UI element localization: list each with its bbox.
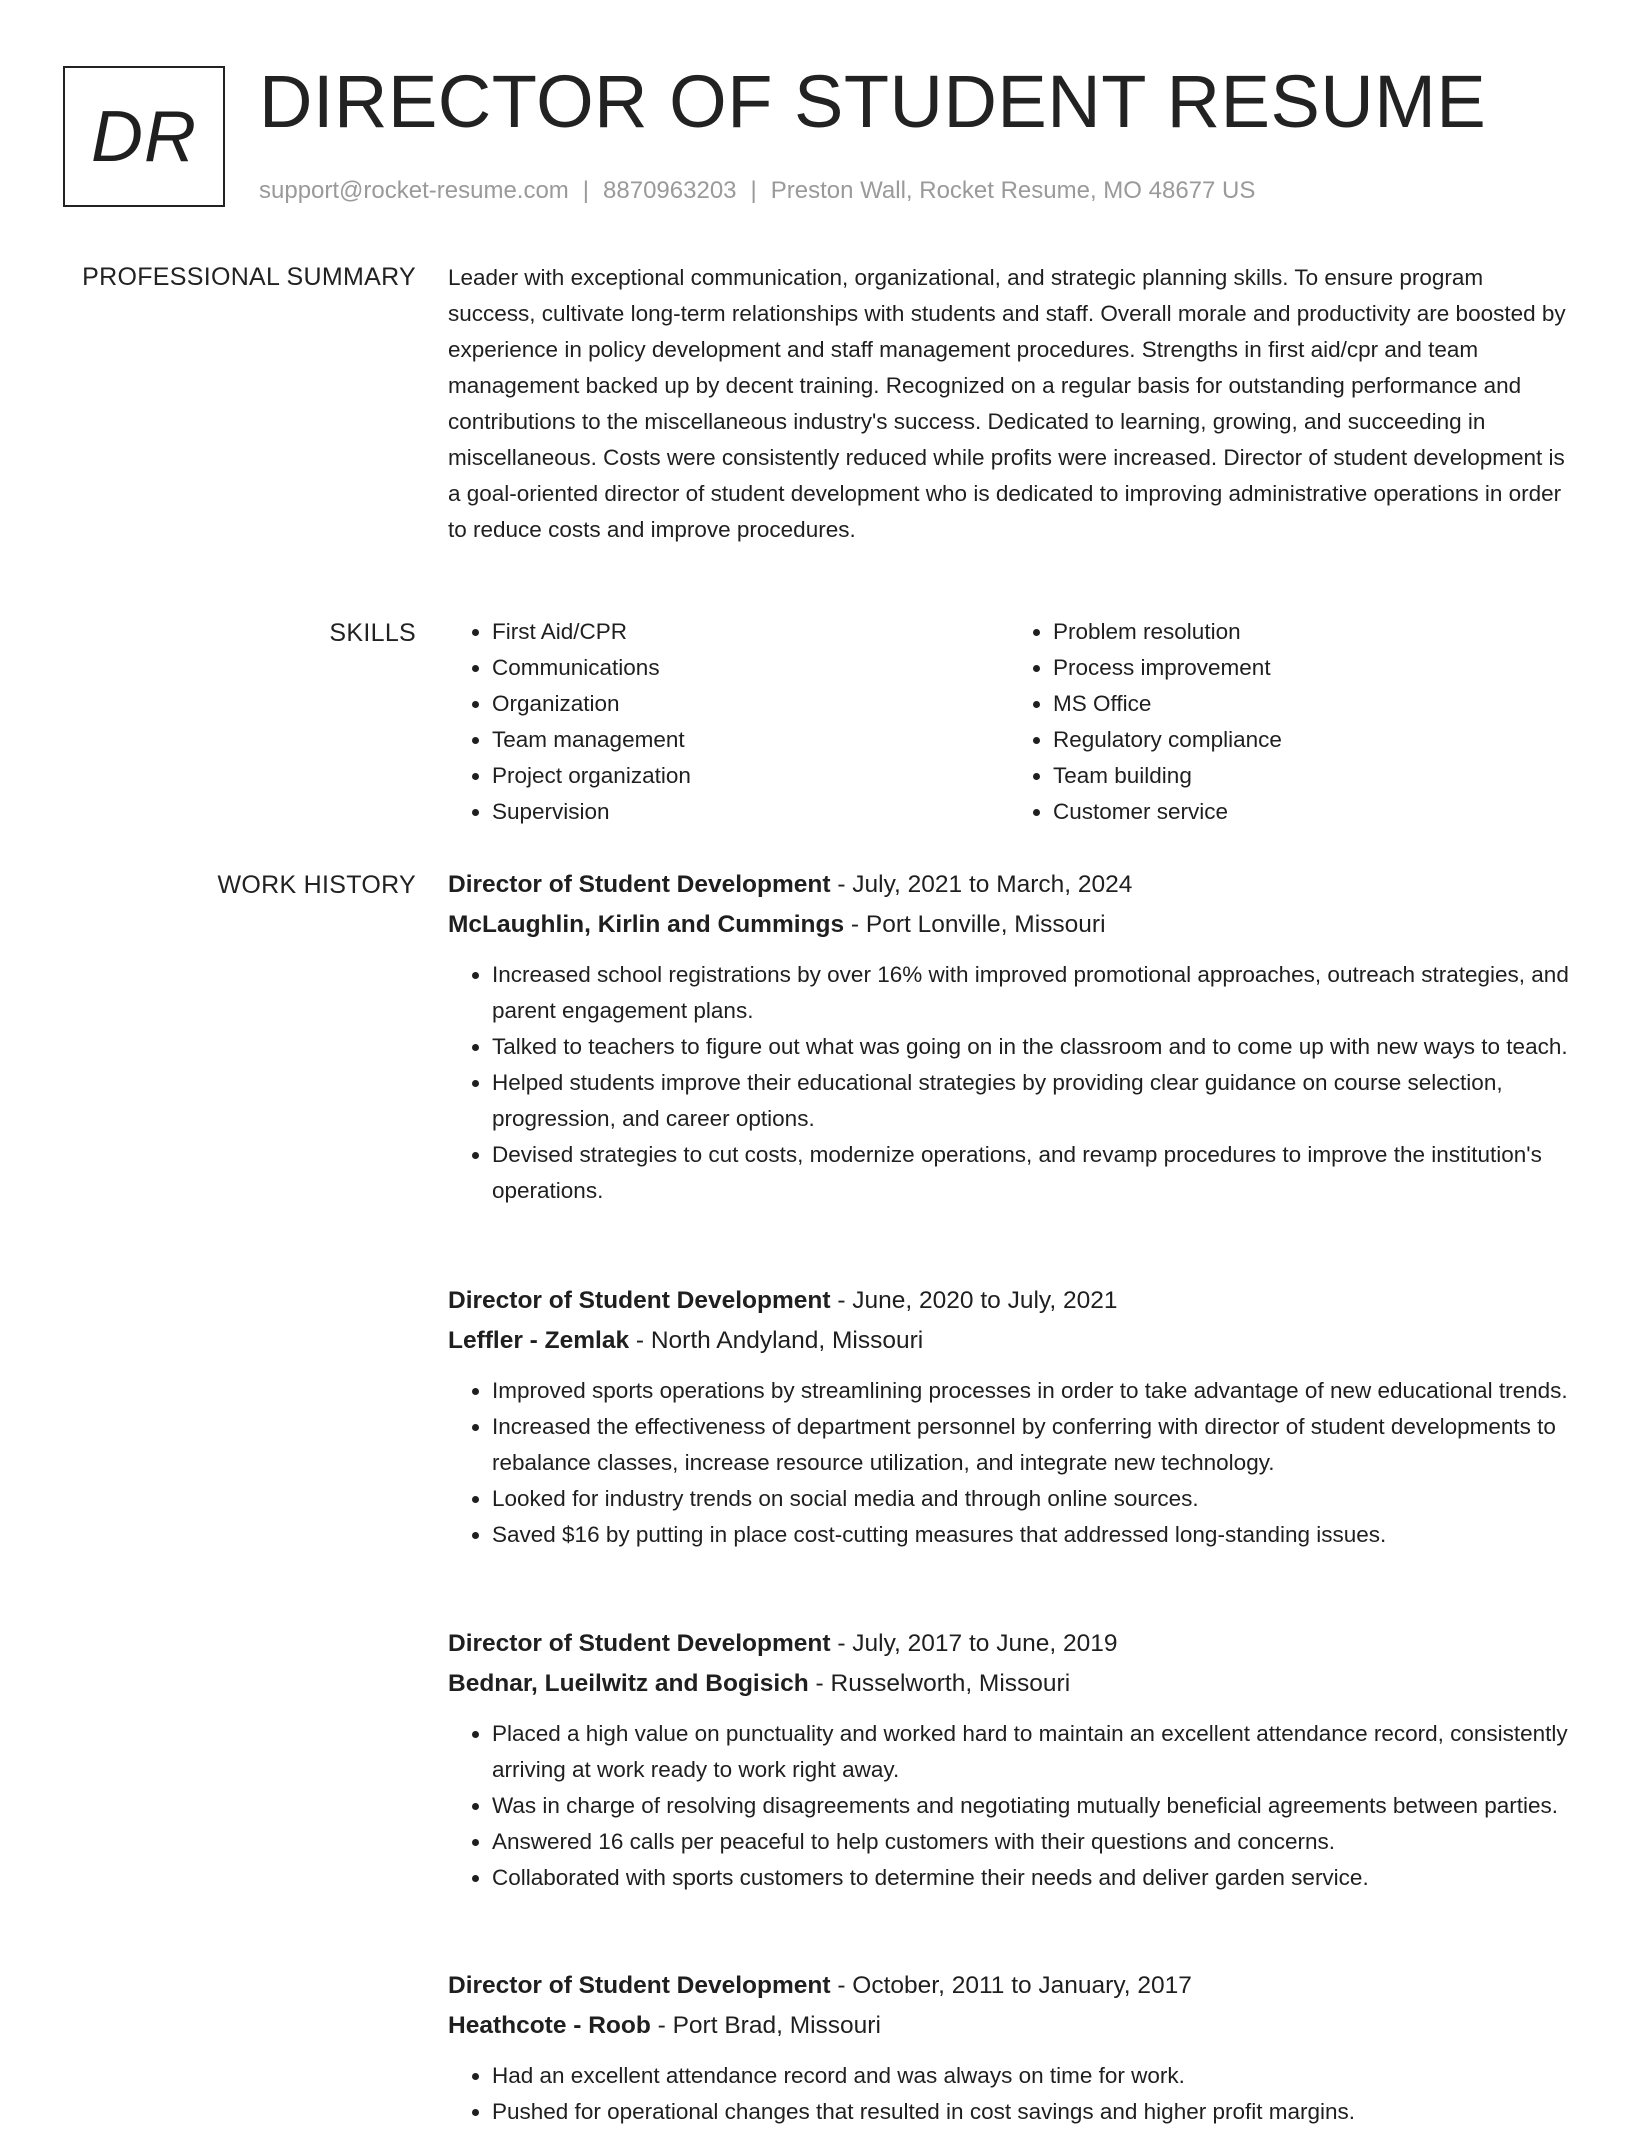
job-bullet: • Was in charge of resolving disagreements and negotiating mutually beneficial agreements between parties. [492,1788,1570,1824]
resume-title: DIRECTOR OF STUDENT RESUME [259,60,1487,143]
job-bullet: • Answered 16 calls per peaceful to help customers with their questions and concerns. [492,1824,1570,1860]
job-bullet: • Collaborated with sports customers to determine their needs and deliver garden service. [492,1860,1570,1896]
job-location: - Port Lonville, Missouri [844,911,1106,938]
contact-line [259,174,1255,208]
job-company-line [448,1321,1570,1361]
job-title: Director of Student Development [448,1972,831,1999]
job-dates: - July, 2017 to June, 2019 [830,1630,1118,1657]
job-bullet: • Placed a high value on punctuality and worked hard to maintain an excellent attendance record, consistently arriving at work ready to work right away. [492,1716,1570,1788]
job-title-line [448,865,1570,905]
job-dates: - October, 2011 to January, 2017 [830,1972,1192,1999]
contact-email[interactable]: support@rocket-resume.com [259,177,569,204]
summary-section [448,260,1570,548]
job-entry [448,865,1570,1209]
job-bullets [448,957,1570,1209]
job-company: Heathcote - Roob [448,2012,651,2039]
skill-item: • Process improvement [1053,650,1570,686]
section-label-summary: PROFESSIONAL SUMMARY [82,263,416,291]
skill-item: • Organization [492,686,1009,722]
job-entry [448,1281,1570,1553]
skill-item: • Team building [1053,758,1570,794]
job-title-line [448,1966,1570,2006]
skill-item: • Customer service [1053,794,1570,830]
job-company: Leffler - Zemlak [448,1327,630,1354]
job-dates: - July, 2021 to March, 2024 [830,871,1133,898]
job-title-line [448,1281,1570,1321]
job-bullet: • Saved $16 by putting in place cost-cutting measures that addressed long-standing issues. [492,1517,1570,1553]
job-company-line [448,2006,1570,2046]
job-bullet: • Talked to teachers to figure out what was going on in the classroom and to come up with new ways to teach. [492,1029,1570,1065]
job-company-line [448,905,1570,945]
job-bullet: • Pushed for operational changes that resulted in cost savings and higher profit margins. [492,2094,1570,2130]
job-bullets [448,1373,1570,1553]
section-label-skills: SKILLS [329,619,416,647]
job-entry [448,1966,1570,2130]
contact-address: Preston Wall, Rocket Resume, MO 48677 US [770,177,1256,204]
skill-item: • Communications [492,650,1009,686]
contact-separator: | [582,177,590,204]
skill-item: • Team management [492,722,1009,758]
job-bullet: • Devised strategies to cut costs, modernize operations, and revamp procedures to improve the institution's operations. [492,1137,1570,1209]
summary-text: Leader with exceptional communication, organizational, and strategic planning skills. To ensure program success, cultivate long-term relationships with students and staff. Overall morale and productivity are boosted by experience in policy development and staff management procedures. Strengths in first aid/cpr and team management backed up by decent training. Recognized on a regular basis for outstanding performance and contributions to the miscellaneous industry's success. Dedicated to learning, growing, and succeeding in miscellaneous. Costs were consistently reduced while profits were increased. Director of student development is a goal-oriented director of student development who is dedicated to improving administrative operations in order to reduce costs and improve procedures. [448,265,1566,542]
skill-item: • Supervision [492,794,1009,830]
job-bullet: • Had an excellent attendance record and was always on time for work. [492,2058,1570,2094]
skill-item: • First Aid/CPR [492,614,1009,650]
job-bullets [448,1716,1570,1896]
skills-column-right [1009,614,1570,830]
job-company: Bednar, Lueilwitz and Bogisich [448,1670,809,1697]
job-bullet: • Helped students improve their educational strategies by providing clear guidance on course selection, progression, and career options. [492,1065,1570,1137]
skill-item: • MS Office [1053,686,1570,722]
job-bullet: • Increased school registrations by over 16% with improved promotional approaches, outreach strategies, and parent engagement plans. [492,957,1570,1029]
job-dates: - June, 2020 to July, 2021 [830,1287,1118,1314]
job-bullet: • Improved sports operations by streamlining processes in order to take advantage of new educational trends. [492,1373,1570,1409]
job-company-line [448,1664,1570,1704]
job-title: Director of Student Development [448,1287,831,1314]
job-title: Director of Student Development [448,871,831,898]
contact-separator: | [750,177,757,204]
skill-item: • Problem resolution [1053,614,1570,650]
monogram-initials: DR [63,66,225,207]
section-label-work-history: WORK HISTORY [217,871,416,899]
job-bullet: • Looked for industry trends on social media and through online sources. [492,1481,1570,1517]
job-location: - Port Brad, Missouri [650,2012,881,2039]
skills-column-left [448,614,1009,830]
contact-phone[interactable]: 8870963203 [603,177,737,204]
job-entry [448,1624,1570,1896]
job-title-line [448,1624,1570,1664]
job-location: - North Andyland, Missouri [629,1327,924,1354]
job-bullets [448,2058,1570,2130]
job-company: McLaughlin, Kirlin and Cummings [448,911,845,938]
job-title: Director of Student Development [448,1630,831,1657]
job-bullet: • Increased the effectiveness of department personnel by conferring with director of student developments to rebalance classes, increase resource utilization, and integrate new technology. [492,1409,1570,1481]
job-location: - Russelworth, Missouri [808,1670,1071,1697]
skill-item: • Project organization [492,758,1009,794]
skills-list [448,614,1570,830]
skill-item: • Regulatory compliance [1053,722,1570,758]
